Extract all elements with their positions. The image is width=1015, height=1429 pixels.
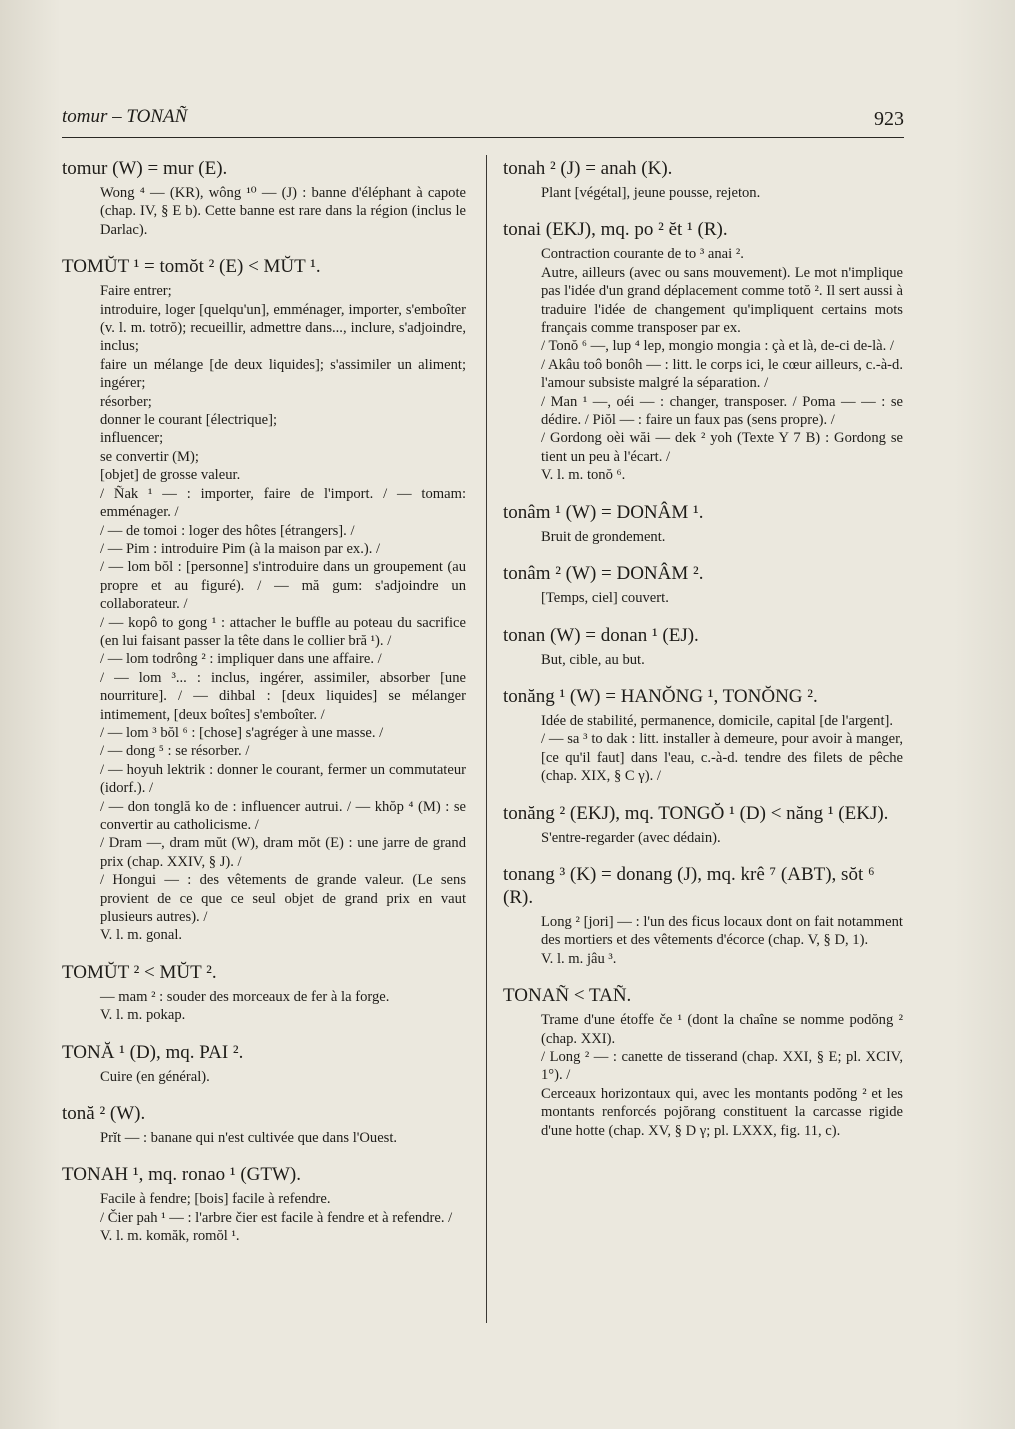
entry-body [62,1190,466,1245]
entry-body [503,913,903,968]
entry-body [503,829,903,847]
entry-line: [Temps, ciel] couvert. [541,590,669,607]
entry-line: / — dong ⁵ : se résorber. / [100,743,250,760]
entry-line: se convertir (M); [100,448,199,465]
page-header [62,104,904,136]
entry-line: / Hongui — : des vêtements de grande valeur. (Le sens provient de ce que ce seul objet de grand prix en vaut plusieurs autres). / [100,872,466,926]
entry-line: Plant [végétal], jeune pousse, rejeton. [541,185,761,201]
entry-body [503,589,903,607]
dictionary-entry [503,157,903,202]
entry-headword: TONAH ¹, mq. ronao ¹ (GTW). [62,1164,301,1186]
entry-line: Faire entrer; [100,283,172,300]
entry-line: Wong ⁴ — (KR), wông ¹⁰ — (J) : banne d'éléphant à capote (chap. IV, § E b). Cette banne est rare dans la région (inclus le Darlac). [100,185,466,238]
entry-line: / — hoyuh lektrik : donner le courant, fermer un commutateur (idorf.). / [100,761,466,797]
entry-body [62,282,466,945]
entry-line: influencer; [100,430,164,447]
entry-line: Trame d'une étoffe če ¹ (dont la chaîne se nomme podŏng ² (chap. XXI). [541,1012,903,1047]
entry-body [503,651,903,669]
entry-body [62,1068,466,1086]
entry-line: introduire, loger [quelqu'un], emménager, importer, s'emboîter (v. l. m. totrŏ); recueillir, admettre dans..., inclure, s'adjoindre, inclus; [100,301,466,355]
entry-line: Autre, ailleurs (avec ou sans mouvement). Le mot n'implique pas l'idée d'un grand déplacement comme totŏ ². Il sert aussi à traduire l'idée de changement qu'impliquent certains mots français comme transposer par ex. [541,264,903,337]
entry-line: Contraction courante de to ³ anai ². [541,246,744,263]
entry-body [62,184,466,239]
dictionary-entry [503,984,903,1140]
entry-line: / — sa ³ to dak : litt. installer à demeure, pour avoir à manger, [ce qu'il faut] dans l'eau, c.-à-d. tendre des filets de pêche (chap. XIX, § C γ). / [541,731,903,785]
entry-line: Prĭt — : banane qui n'est cultivée que dans l'Ouest. [100,1130,398,1147]
entry-line: / Čier pah ¹ — : l'arbre čier est facile à fendre et à refendre. / [100,1209,453,1226]
dictionary-entry [503,624,903,669]
entry-line: [objet] de grosse valeur. [100,467,241,484]
dictionary-entry [62,961,466,1025]
entry-headword: TOMŬT ² < MŬT ². [62,961,217,983]
entry-headword: tomur (W) = mur (E). [62,158,228,179]
entry-line: / Man ¹ —, oéi — : changer, transposer. / Poma — — : se dédire. / Piŏl — : faire un faux pas (sens propre). / [541,393,903,429]
entry-headword: TONĂ ¹ (D), mq. PAI ². [62,1041,244,1063]
entry-line: résorber; [100,393,152,410]
entry-line: Bruit de grondement. [541,528,666,545]
entry-line: Cuire (en général). [100,1068,210,1085]
entry-line: / — lom todrông ² : impliquer dans une affaire. / [100,651,382,668]
dictionary-entry [62,157,466,239]
dictionary-entry [503,863,903,968]
entry-headword: tonăng ² (EKJ), mq. TONGŎ ¹ (D) < năng ¹ (EKJ). [503,802,889,824]
entry-line: Idée de stabilité, permanence, domicile, capital [de l'argent]. [541,712,894,729]
entry-line: V. l. m. gonal. [100,927,183,944]
dictionary-entry [503,501,903,546]
entry-line: / — Pim : introduire Pim (à la maison par ex.). / [100,540,381,557]
dictionary-entry [503,685,903,786]
entry-headword: tonang ³ (K) = donang (J), mq. krê ⁷ (ABT), sŏt ⁶ (R). [503,863,875,908]
entry-headword: tonâm ² (W) = DONÂM ². [503,563,704,585]
entry-headword: TOMŬT ¹ = tomŏt ² (E) < MŬT ¹. [62,256,321,278]
column-divider [486,155,487,1323]
entry-line: / — lom ³... : inclus, ingérer, assimiler, absorber [une nourriture]. / — dihbal : [deux liquides] se mélanger intimement, [deux boîtes] s'emboîter. / [100,669,466,723]
entry-headword: tonan (W) = donan ¹ (EJ). [503,624,699,646]
entry-line: Cerceaux horizontaux qui, avec les montants podŏng ² et les montants renforcés pojŏrang constituent la carcasse rigide d'une hotte (chap. XV, § D γ; pl. LXXX, fig. 11, c). [541,1085,903,1139]
entry-line: / — de tomoi : loger des hôtes [étrangers]. / [100,522,355,539]
dictionary-entry [503,562,903,607]
entry-body [503,528,903,546]
entry-line: / — lom bŏl : [personne] s'introduire dans un groupement (au propre et au figuré). / — mă gum: s'adjoindre un collaborateur. / [100,559,466,613]
entry-headword: tonă ² (W). [62,1103,146,1125]
right-column [503,157,903,1156]
entry-line: / Long ² — : canette de tisserand (chap. XXI, § E; pl. XCIV, 1°). / [541,1048,903,1084]
entry-line: S'entre-regarder (avec dédain). [541,829,721,846]
entry-headword: tonâm ¹ (W) = DONÂM ¹. [503,501,704,523]
entry-line: / Tonŏ ⁶ —, lup ⁴ lep, mongio mongia : çà et là, de-ci de-là. / [541,338,894,355]
entry-line: / Ñak ¹ — : importer, faire de l'import. / — tomam: emménager. / [100,485,466,521]
entry-line: V. l. m. tonŏ ⁶. [541,467,626,484]
header-rule [62,137,904,138]
dictionary-entry [62,1163,466,1245]
entry-headword: TONAÑ < TAÑ. [503,985,632,1007]
entry-line: / — don tonglă ko de : influencer autrui. / — khŏp ⁴ (M) : se convertir au catholicisme. / [100,798,466,833]
entry-line: / Dram —, dram mŭt (W), dram mŏt (E) : une jarre de grand prix (chap. XXIV, § J). / [100,835,466,870]
entry-headword: tonăng ¹ (W) = HANŎNG ¹, TONŎNG ². [503,685,818,707]
entry-line: But, cible, au but. [541,651,645,668]
entry-line: V. l. m. komăk, romŏl ¹. [100,1228,240,1245]
dictionary-entry [503,802,903,847]
entry-headword: tonah ² (J) = anah (K). [503,158,673,179]
entry-line: — mam ² : souder des morceaux de fer à la forge. [100,988,390,1005]
entry-line: V. l. m. pokap. [100,1007,186,1024]
entry-line: / — lom ³ bŏl ⁶ : [chose] s'agréger à une masse. / [100,724,384,741]
entry-body [503,184,903,202]
entry-body [503,245,903,484]
entry-body [503,712,903,786]
dictionary-entry [62,1102,466,1147]
entry-line: donner le courant [électrique]; [100,412,278,429]
running-head: tomur – TONAÑ [62,106,188,127]
entry-body [503,1011,903,1140]
entry-headword: tonai (EKJ), mq. po ² ĕt ¹ (R). [503,219,728,241]
entry-line: / — kopô to gong ¹ : attacher le buffle au poteau du sacrifice (en lui faisant passer la tête dans le collier bră ¹). / [100,614,466,649]
entry-line: V. l. m. jâu ³. [541,950,617,967]
page-number: 923 [874,108,904,130]
entry-line: / Gordong oèi wăi — dek ² yoh (Texte Y 7 B) : Gordong se tient un peu à l'écart. / [541,430,903,465]
dictionary-entry [503,218,903,484]
entry-line: Long ² [jori] — : l'un des ficus locaux dont on fait notamment des mortiers et des vêtements d'écorce (chap. V, § D, 1). [541,913,903,949]
entry-body [62,1129,466,1147]
entry-line: / Akâu toô bonôh — : litt. le corps ici, le cœur ailleurs, c.-à-d. l'amour subsiste malgré la séparation. / [541,356,903,392]
entry-line: Facile à fendre; [bois] facile à refendre. [100,1191,331,1208]
dictionary-entry [62,1041,466,1086]
left-column [62,157,466,1262]
entry-line: faire un mélange [de deux liquides]; s'assimiler un aliment; ingérer; [100,356,466,392]
dictionary-entry [62,255,466,945]
entry-body [62,988,466,1025]
